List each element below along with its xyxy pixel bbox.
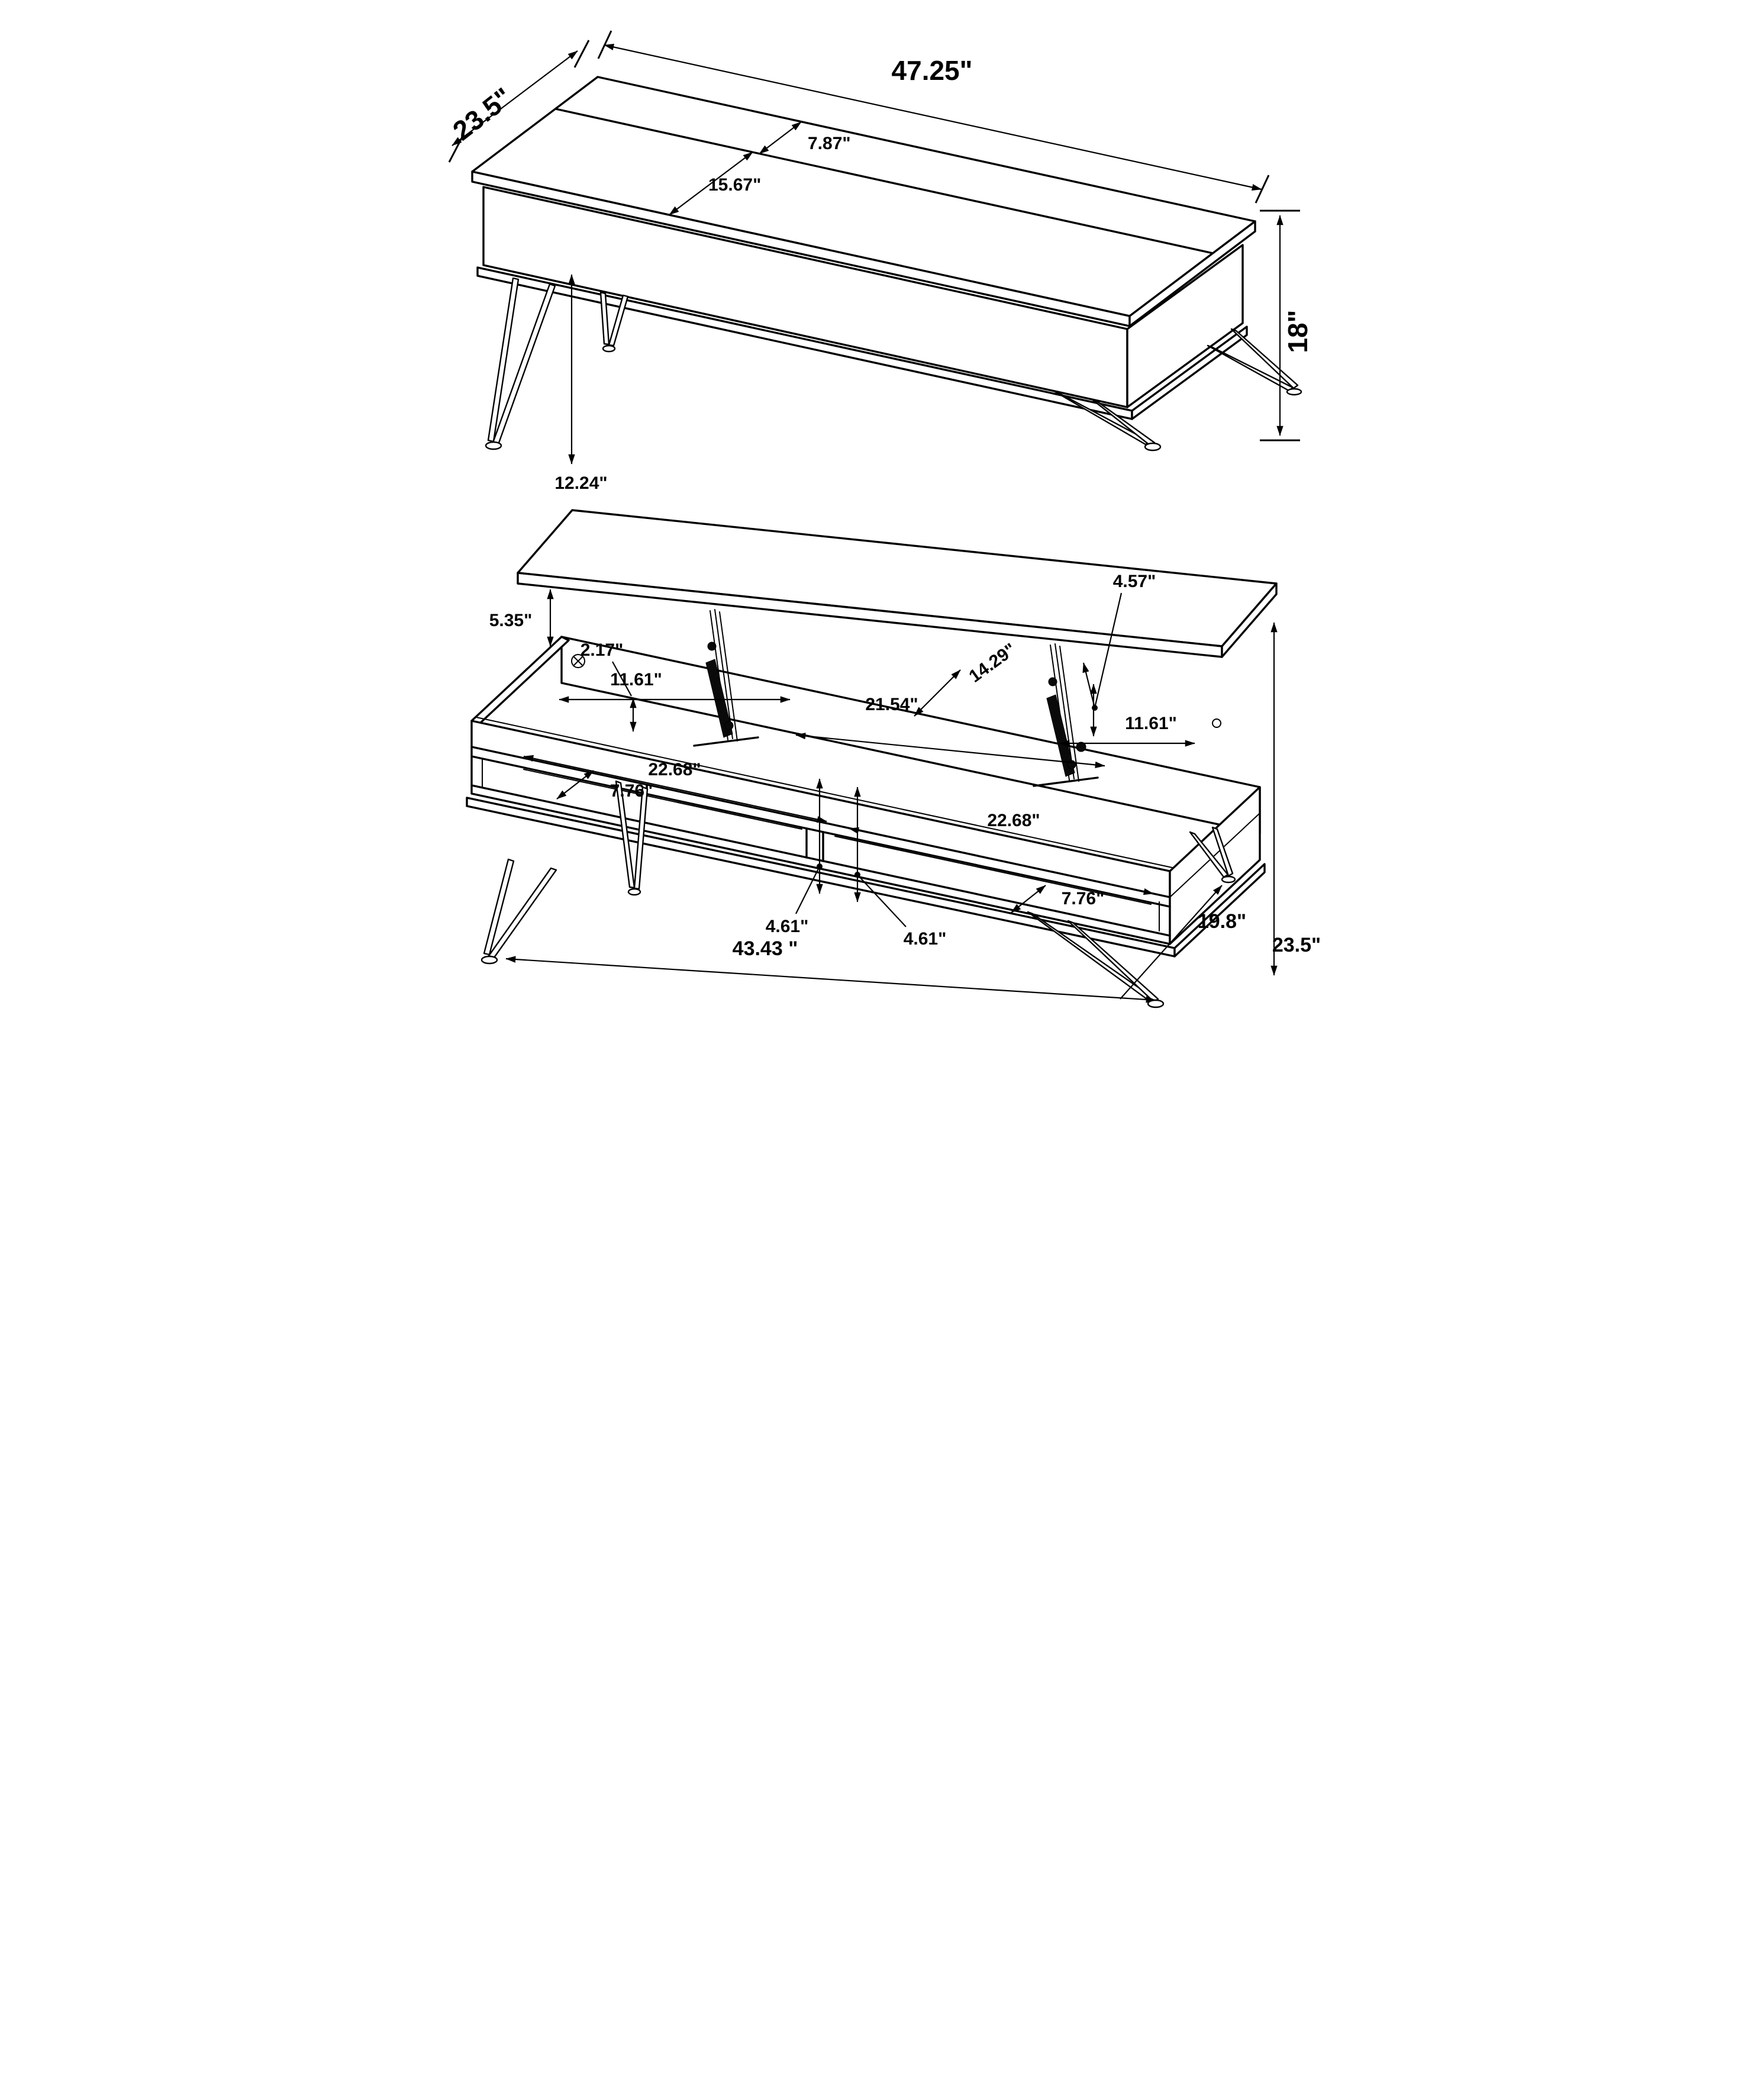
diagram-page [441,0,1323,1041]
dim-depth-label: 23.5" [447,81,518,147]
tray-left-wall-top [472,637,569,724]
lift-hinge [1049,678,1057,686]
dim-clearance-label: 12.24" [554,473,608,493]
dim-shelf-right-d-label: 7.76" [1061,889,1105,908]
lift-hinge [725,721,733,730]
dim-line-feet-width [506,959,1156,1000]
open-table-view [467,510,1321,1007]
dim-shelf-left-d-label: 7.76" [610,781,653,801]
leg-foot [603,346,615,352]
dim-tick [598,31,611,59]
dim-open-height-label: 23.5" [1272,934,1321,956]
furniture-dimension-diagram [441,0,1323,1041]
dim-tray-diag-label: 14.29" [965,639,1020,687]
leg-foot [482,956,497,963]
closed-table-view [447,31,1313,493]
leg-foot [486,442,501,449]
leg-foot [628,889,640,895]
leg-rod [484,859,514,955]
leg-foot [1148,1000,1163,1007]
leg-foot [1222,876,1235,882]
dim-shelf-left-w-label: 22.68" [648,760,701,779]
dim-tray-right-label: 11.61" [1125,714,1177,733]
dim-shelf-right-w-label: 22.68" [987,811,1040,830]
dim-tray-mid-label: 21.54" [865,695,918,714]
lifted-top-surface [518,510,1276,646]
dim-mech-label: 4.57" [1112,572,1156,591]
dim-line-tray-diag [914,670,960,716]
lift-base-plate [694,737,758,746]
dim-lip-label: 2.17" [580,640,624,660]
dim-lift-label: 5.35" [489,611,533,630]
dim-height-label: 18" [1282,310,1313,353]
cam-lock-icon [1212,719,1221,727]
dim-top-front-label: 15.67" [708,175,762,195]
dim-tick [575,40,589,67]
dim-shelf-right-h-label: 4.61" [903,929,947,949]
dim-feet-width-label: 43.43 " [732,937,798,960]
leg-foot [1145,443,1160,450]
dim-tray-left-label: 11.61" [610,670,662,689]
dim-top-back-label: 7.87" [808,134,851,153]
leg-foot [1287,389,1301,395]
lift-hinge [708,642,716,650]
dim-feet-depth-label: 19.8" [1197,910,1247,933]
dim-shelf-left-h-label: 4.61" [765,917,809,936]
lifted-top [518,510,1276,657]
dim-width-label: 47.25" [891,55,973,86]
